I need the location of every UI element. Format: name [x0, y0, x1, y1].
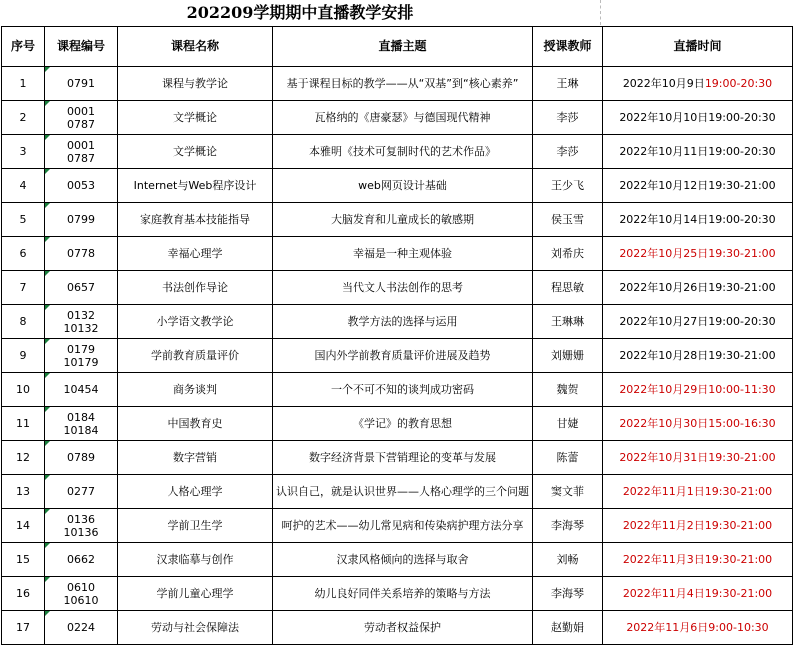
- cell-note-marker: [45, 67, 50, 72]
- teacher-cell[interactable]: 刘希庆: [533, 237, 603, 271]
- course-code-cell[interactable]: [45, 135, 118, 169]
- row-number-cell[interactable]: 6: [2, 237, 45, 271]
- teacher-cell[interactable]: 刘姗姗: [533, 339, 603, 373]
- table-row: [2, 237, 793, 271]
- cell-note-marker: [45, 509, 50, 514]
- course-name-cell[interactable]: 商务谈判: [118, 373, 273, 407]
- course-code-cell[interactable]: [45, 611, 118, 645]
- course-name-cell[interactable]: 学前儿童心理学: [118, 577, 273, 611]
- table-row: [2, 611, 793, 645]
- live-time-cell[interactable]: [603, 407, 793, 441]
- course-code-cell[interactable]: [45, 441, 118, 475]
- course-name-cell[interactable]: 汉隶临摹与创作: [118, 543, 273, 577]
- table-row: [2, 475, 793, 509]
- course-code-cell[interactable]: [45, 407, 118, 441]
- course-code-cell[interactable]: [45, 543, 118, 577]
- course-code-cell[interactable]: [45, 339, 118, 373]
- teacher-cell[interactable]: 刘畅: [533, 543, 603, 577]
- course-code-cell[interactable]: [45, 475, 118, 509]
- live-topic-cell[interactable]: 呵护的艺术——幼儿常见病和传染病护理方法分享: [273, 509, 533, 543]
- teacher-cell[interactable]: 李莎: [533, 135, 603, 169]
- time-text-highlight: 2022年11月6日9:00-10:30: [626, 621, 769, 634]
- schedule-table: [1, 26, 793, 645]
- cell-note-marker: [45, 135, 50, 140]
- teacher-cell[interactable]: 甘婕: [533, 407, 603, 441]
- course-code: 0179: [67, 342, 95, 356]
- sheet-title: 202209学期期中直播教学安排: [186, 3, 414, 22]
- table-row: [2, 271, 793, 305]
- header-cell[interactable]: 直播主题: [273, 27, 533, 67]
- table-row: [2, 169, 793, 203]
- cell-note-marker: [45, 475, 50, 480]
- live-time-cell[interactable]: [603, 203, 793, 237]
- table-row: [2, 509, 793, 543]
- live-topic-cell[interactable]: 大脑发育和儿童成长的敏感期: [273, 203, 533, 237]
- cell-note-marker: [45, 407, 50, 412]
- course-code-cell[interactable]: [45, 67, 118, 101]
- teacher-cell[interactable]: 窦文菲: [533, 475, 603, 509]
- time-text-highlight: 2022年10月25日19:30-21:00: [619, 247, 776, 260]
- live-time-cell[interactable]: [603, 237, 793, 271]
- live-topic-cell[interactable]: 幸福是一种主观体验: [273, 237, 533, 271]
- table-row: [2, 135, 793, 169]
- row-number-cell[interactable]: 1: [2, 67, 45, 101]
- teacher-cell[interactable]: 李海琴: [533, 577, 603, 611]
- time-text-highlight: 2022年10月29日10:00-11:30: [619, 383, 776, 396]
- row-number-cell[interactable]: 12: [2, 441, 45, 475]
- teacher-cell[interactable]: 魏贺: [533, 373, 603, 407]
- time-text-highlight: 2022年10月31日19:30-21:00: [619, 451, 776, 464]
- table-row: [2, 339, 793, 373]
- course-name-cell[interactable]: 小学语文教学论: [118, 305, 273, 339]
- course-code: 0787: [67, 117, 95, 131]
- teacher-cell[interactable]: 程思敏: [533, 271, 603, 305]
- table-row: [2, 373, 793, 407]
- course-code: 0224: [67, 621, 95, 634]
- live-topic-cell[interactable]: 《学记》的教育思想: [273, 407, 533, 441]
- live-topic-cell[interactable]: 本雅明《技术可复制时代的艺术作品》: [273, 135, 533, 169]
- header-row: [2, 27, 793, 67]
- time-text-highlight: 2022年11月2日19:30-21:00: [622, 519, 773, 532]
- course-code: 0799: [67, 213, 95, 226]
- course-name-cell[interactable]: 数字营销: [118, 441, 273, 475]
- course-name-cell[interactable]: 课程与教学论: [118, 67, 273, 101]
- course-code: 0657: [67, 281, 95, 294]
- course-name-cell[interactable]: 学前卫生学: [118, 509, 273, 543]
- cell-note-marker: [45, 441, 50, 446]
- live-topic-cell[interactable]: 基于课程目标的教学——从“双基”到“核心素养”: [273, 67, 533, 101]
- live-time-cell[interactable]: [603, 169, 793, 203]
- teacher-cell[interactable]: 陈蕾: [533, 441, 603, 475]
- live-topic-cell[interactable]: web网页设计基础: [273, 169, 533, 203]
- teacher-cell[interactable]: 侯玉雪: [533, 203, 603, 237]
- header-cell[interactable]: 序号: [2, 27, 45, 67]
- course-code: 10132: [63, 321, 99, 335]
- live-topic-cell[interactable]: 教学方法的选择与运用: [273, 305, 533, 339]
- course-code-cell[interactable]: [45, 373, 118, 407]
- table-row: [2, 577, 793, 611]
- course-code: 10184: [63, 423, 99, 437]
- live-time-cell[interactable]: [603, 271, 793, 305]
- row-number-cell[interactable]: 14: [2, 509, 45, 543]
- header-cell[interactable]: 课程编号: [45, 27, 118, 67]
- table-row: [2, 101, 793, 135]
- table-row: [2, 203, 793, 237]
- live-topic-cell[interactable]: 汉隶风格倾向的选择与取舍: [273, 543, 533, 577]
- course-name-cell[interactable]: Internet与Web程序设计: [118, 169, 273, 203]
- course-code-cell[interactable]: [45, 577, 118, 611]
- time-text: 2022年10月27日19:00-20:30: [619, 315, 776, 328]
- row-number-cell[interactable]: 8: [2, 305, 45, 339]
- row-number-cell[interactable]: 4: [2, 169, 45, 203]
- live-topic-cell[interactable]: 瓦格纳的《唐豪瑟》与德国现代精神: [273, 101, 533, 135]
- course-code: 0136: [67, 512, 95, 526]
- header-cell[interactable]: 直播时间: [603, 27, 793, 67]
- row-number-cell[interactable]: 3: [2, 135, 45, 169]
- live-topic-cell[interactable]: 劳动者权益保护: [273, 611, 533, 645]
- live-topic-cell[interactable]: 幼儿良好同伴关系培养的策略与方法: [273, 577, 533, 611]
- cell-note-marker: [45, 611, 50, 616]
- course-name-cell[interactable]: 文学概论: [118, 135, 273, 169]
- page-break-line: [600, 0, 601, 25]
- live-topic-cell[interactable]: 认识自己，就是认识世界——人格心理学的三个问题: [273, 475, 533, 509]
- live-time-cell[interactable]: [603, 611, 793, 645]
- cell-note-marker: [45, 373, 50, 378]
- row-number-cell[interactable]: 15: [2, 543, 45, 577]
- row-number-cell[interactable]: 11: [2, 407, 45, 441]
- course-code: 0001: [67, 138, 95, 152]
- live-topic-cell[interactable]: 当代文人书法创作的思考: [273, 271, 533, 305]
- teacher-cell[interactable]: 王少飞: [533, 169, 603, 203]
- cell-note-marker: [45, 543, 50, 548]
- row-number-cell[interactable]: 10: [2, 373, 45, 407]
- row-number-cell[interactable]: 16: [2, 577, 45, 611]
- live-topic-cell[interactable]: 国内外学前教育质量评价进展及趋势: [273, 339, 533, 373]
- cell-note-marker: [45, 101, 50, 106]
- live-time-cell[interactable]: [603, 135, 793, 169]
- time-text: 2022年10月10日19:00-20:30: [619, 111, 776, 124]
- time-text: 2022年10月28日19:30-21:00: [619, 349, 776, 362]
- live-topic-cell[interactable]: 数字经济背景下营销理论的变革与发展: [273, 441, 533, 475]
- course-code: 0778: [67, 247, 95, 260]
- course-code-cell[interactable]: [45, 101, 118, 135]
- live-time-cell[interactable]: [603, 577, 793, 611]
- live-time-cell[interactable]: [603, 373, 793, 407]
- row-number-cell[interactable]: 7: [2, 271, 45, 305]
- live-topic-cell[interactable]: 一个不可不知的谈判成功密码: [273, 373, 533, 407]
- course-name-cell[interactable]: 幸福心理学: [118, 237, 273, 271]
- table-row: [2, 407, 793, 441]
- course-name-cell[interactable]: 家庭教育基本技能指导: [118, 203, 273, 237]
- live-time-cell[interactable]: [603, 305, 793, 339]
- time-text: 2022年10月14日19:00-20:30: [619, 213, 776, 226]
- time-text: 2022年10月12日19:30-21:00: [619, 179, 776, 192]
- course-code: 0053: [67, 179, 95, 192]
- header-cell[interactable]: 授课教师: [533, 27, 603, 67]
- course-code-cell[interactable]: [45, 203, 118, 237]
- teacher-cell[interactable]: 王琳: [533, 67, 603, 101]
- course-code-cell[interactable]: [45, 509, 118, 543]
- time-text-highlight: 2022年11月3日19:30-21:00: [622, 553, 773, 566]
- live-time-cell[interactable]: [603, 441, 793, 475]
- live-time-cell[interactable]: [603, 101, 793, 135]
- course-code: 10610: [63, 593, 99, 607]
- time-text: 2022年10月26日19:30-21:00: [619, 281, 776, 294]
- row-number-cell[interactable]: 2: [2, 101, 45, 135]
- row-number-cell[interactable]: 9: [2, 339, 45, 373]
- teacher-cell[interactable]: 王琳琳: [533, 305, 603, 339]
- table-row: [2, 441, 793, 475]
- course-code: 0184: [67, 410, 95, 424]
- live-time-cell[interactable]: [603, 67, 793, 101]
- table-row: [2, 543, 793, 577]
- course-code: 10454: [63, 383, 99, 396]
- live-time-cell[interactable]: [603, 543, 793, 577]
- time-text-highlight: 2022年10月30日15:00-16:30: [619, 417, 776, 430]
- time-text: 2022年10月11日19:00-20:30: [619, 145, 776, 158]
- course-code: 0132: [67, 308, 95, 322]
- time-text: 2022年10月9日: [622, 77, 705, 90]
- cell-note-marker: [45, 237, 50, 242]
- course-name-cell[interactable]: 书法创作导论: [118, 271, 273, 305]
- cell-note-marker: [45, 305, 50, 310]
- row-number-cell[interactable]: 5: [2, 203, 45, 237]
- table-row: [2, 305, 793, 339]
- time-text-highlight: 2022年11月1日19:30-21:00: [622, 485, 773, 498]
- cell-note-marker: [45, 203, 50, 208]
- time-text-highlight: 2022年11月4日19:30-21:00: [622, 587, 773, 600]
- cell-note-marker: [45, 577, 50, 582]
- course-code: 0610: [67, 580, 95, 594]
- teacher-cell[interactable]: 李莎: [533, 101, 603, 135]
- table-row: [2, 67, 793, 101]
- cell-note-marker: [45, 271, 50, 276]
- course-code: 10136: [63, 525, 99, 539]
- live-time-cell[interactable]: [603, 509, 793, 543]
- course-name-cell[interactable]: 劳动与社会保障法: [118, 611, 273, 645]
- course-code: 0789: [67, 451, 95, 464]
- course-name-cell[interactable]: 学前教育质量评价: [118, 339, 273, 373]
- course-code: 0791: [67, 77, 95, 90]
- teacher-cell[interactable]: 赵勤娟: [533, 611, 603, 645]
- header-cell[interactable]: 课程名称: [118, 27, 273, 67]
- live-time-cell[interactable]: [603, 339, 793, 373]
- course-name-cell[interactable]: 中国教育史: [118, 407, 273, 441]
- cell-note-marker: [45, 339, 50, 344]
- time-text-highlight: 19:00-20:30: [704, 77, 773, 90]
- row-number-cell[interactable]: 13: [2, 475, 45, 509]
- course-code: 0787: [67, 151, 95, 165]
- course-name-cell[interactable]: 文学概论: [118, 101, 273, 135]
- course-code-cell[interactable]: [45, 305, 118, 339]
- course-code: 0277: [67, 485, 95, 498]
- course-code-cell[interactable]: [45, 271, 118, 305]
- course-code: 0662: [67, 553, 95, 566]
- course-name-cell[interactable]: 人格心理学: [118, 475, 273, 509]
- course-code-cell[interactable]: [45, 237, 118, 271]
- row-number-cell[interactable]: 17: [2, 611, 45, 645]
- course-code: 10179: [63, 355, 99, 369]
- course-code-cell[interactable]: [45, 169, 118, 203]
- cell-note-marker: [45, 169, 50, 174]
- teacher-cell[interactable]: 李海琴: [533, 509, 603, 543]
- live-time-cell[interactable]: [603, 475, 793, 509]
- course-code: 0001: [67, 104, 95, 118]
